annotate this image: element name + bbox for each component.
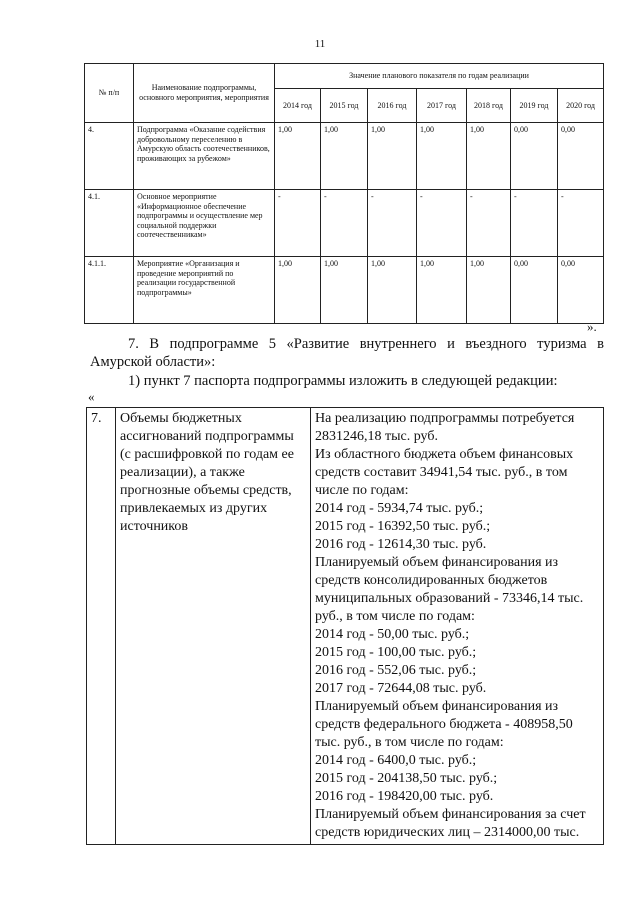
content-line: 2014 год - 6400,0 тыс. руб.; <box>315 753 477 768</box>
content-line: 2016 год - 12614,30 тыс. руб. <box>315 537 487 552</box>
content-line: Планируемый объем финансирования из средств федерального бюджета - 408958,50 тыс. руб., в том числе по годам: <box>315 699 573 750</box>
content-line: 2016 год - 198420,00 тыс. руб. <box>315 789 494 804</box>
paragraph-1: 1) пункт 7 паспорта подпрограммы изложить в следующей редакции: <box>128 373 558 389</box>
content-line: Из областного бюджета объем финансовых средств составит 34941,54 тыс. руб., в том числе по годам: <box>315 447 574 498</box>
content-line: 2016 год - 552,06 тыс. руб.; <box>315 663 477 678</box>
row-value: 1,00 <box>275 123 321 190</box>
open-quote: « <box>88 389 95 404</box>
row-value: 1,00 <box>368 257 417 324</box>
closing-quote: ». <box>587 319 597 334</box>
table-row <box>85 190 604 257</box>
passport-table <box>86 407 604 845</box>
paragraph-7: 7. В подпрограмме 5 «Развитие внутреннего и въездного туризма в Амурской области»: <box>90 336 604 370</box>
table-row <box>85 123 604 190</box>
row-value: 1,00 <box>321 123 368 190</box>
row-value: - <box>511 190 558 257</box>
row-value: 1,00 <box>467 257 511 324</box>
row-num: 4.1.1. <box>85 257 134 324</box>
header-year: 2015 год <box>321 89 368 123</box>
row-value: - <box>467 190 511 257</box>
row-name: Подпрограмма «Оказание содействия добровольному переселению в Амурскую область соотечественников, проживающих за рубежом» <box>134 123 275 190</box>
page-number: 11 <box>314 38 326 50</box>
content-line: 2015 год - 204138,50 тыс. руб.; <box>315 771 498 786</box>
row-value: 0,00 <box>511 257 558 324</box>
header-name: Наименование подпрограммы, основного мероприятия, мероприятия <box>134 64 275 123</box>
content-line: Планируемый объем финансирования за счет средств юридических лиц – 2314000,00 тыс. <box>315 807 586 840</box>
row-value: 1,00 <box>368 123 417 190</box>
content-line: 2017 год - 72644,08 тыс. руб. <box>315 681 487 696</box>
content-line: 2014 год - 5934,74 тыс. руб.; <box>315 501 484 516</box>
row-num: 4. <box>85 123 134 190</box>
header-year: 2017 год <box>417 89 467 123</box>
row-value: - <box>417 190 467 257</box>
row-value: 1,00 <box>321 257 368 324</box>
row-value: 1,00 <box>275 257 321 324</box>
content-line: 2015 год - 100,00 тыс. руб.; <box>315 645 477 660</box>
row-value: 1,00 <box>467 123 511 190</box>
row-name: Основное мероприятие «Информационное обеспечение подпрограммы и осуществление мер социальной поддержки соотечественникам» <box>134 190 275 257</box>
content-line: 2014 год - 50,00 тыс. руб.; <box>315 627 470 642</box>
header-values-group: Значение планового показателя по годам реализации <box>275 64 604 89</box>
content-line: На реализацию подпрограммы потребуется 2831246,18 тыс. руб. <box>315 411 575 444</box>
row-value: - <box>275 190 321 257</box>
passport-item-content <box>311 408 604 845</box>
header-year: 2016 год <box>368 89 417 123</box>
row-value: 1,00 <box>417 123 467 190</box>
row-value: 0,00 <box>558 123 604 190</box>
header-year: 2014 год <box>275 89 321 123</box>
table-row <box>85 257 604 324</box>
row-num: 4.1. <box>85 190 134 257</box>
passport-item-label: Объемы бюджетных ассигнований подпрограммы (с расшифровкой по годам ее реализации), а также прогнозные объемы средств, привлекаемых из других источников <box>116 408 311 845</box>
row-value: 0,00 <box>558 257 604 324</box>
header-year: 2020 год <box>558 89 604 123</box>
content-line: Планируемый объем финансирования из средств консолидированных бюджетов муниципальных образований - 73346,14 тыс. руб., в том числе по годам: <box>315 555 584 624</box>
row-value: - <box>321 190 368 257</box>
indicator-table <box>84 63 604 324</box>
row-value: 0,00 <box>511 123 558 190</box>
passport-item-num: 7. <box>87 408 116 845</box>
header-year: 2019 год <box>511 89 558 123</box>
row-value: 1,00 <box>417 257 467 324</box>
row-value: - <box>368 190 417 257</box>
header-num: № п/п <box>85 64 134 123</box>
row-value: - <box>558 190 604 257</box>
content-line: 2015 год - 16392,50 тыс. руб.; <box>315 519 491 534</box>
header-year: 2018 год <box>467 89 511 123</box>
row-name: Мероприятие «Организация и проведение мероприятий по реализации государственной подпрограммы» <box>134 257 275 324</box>
